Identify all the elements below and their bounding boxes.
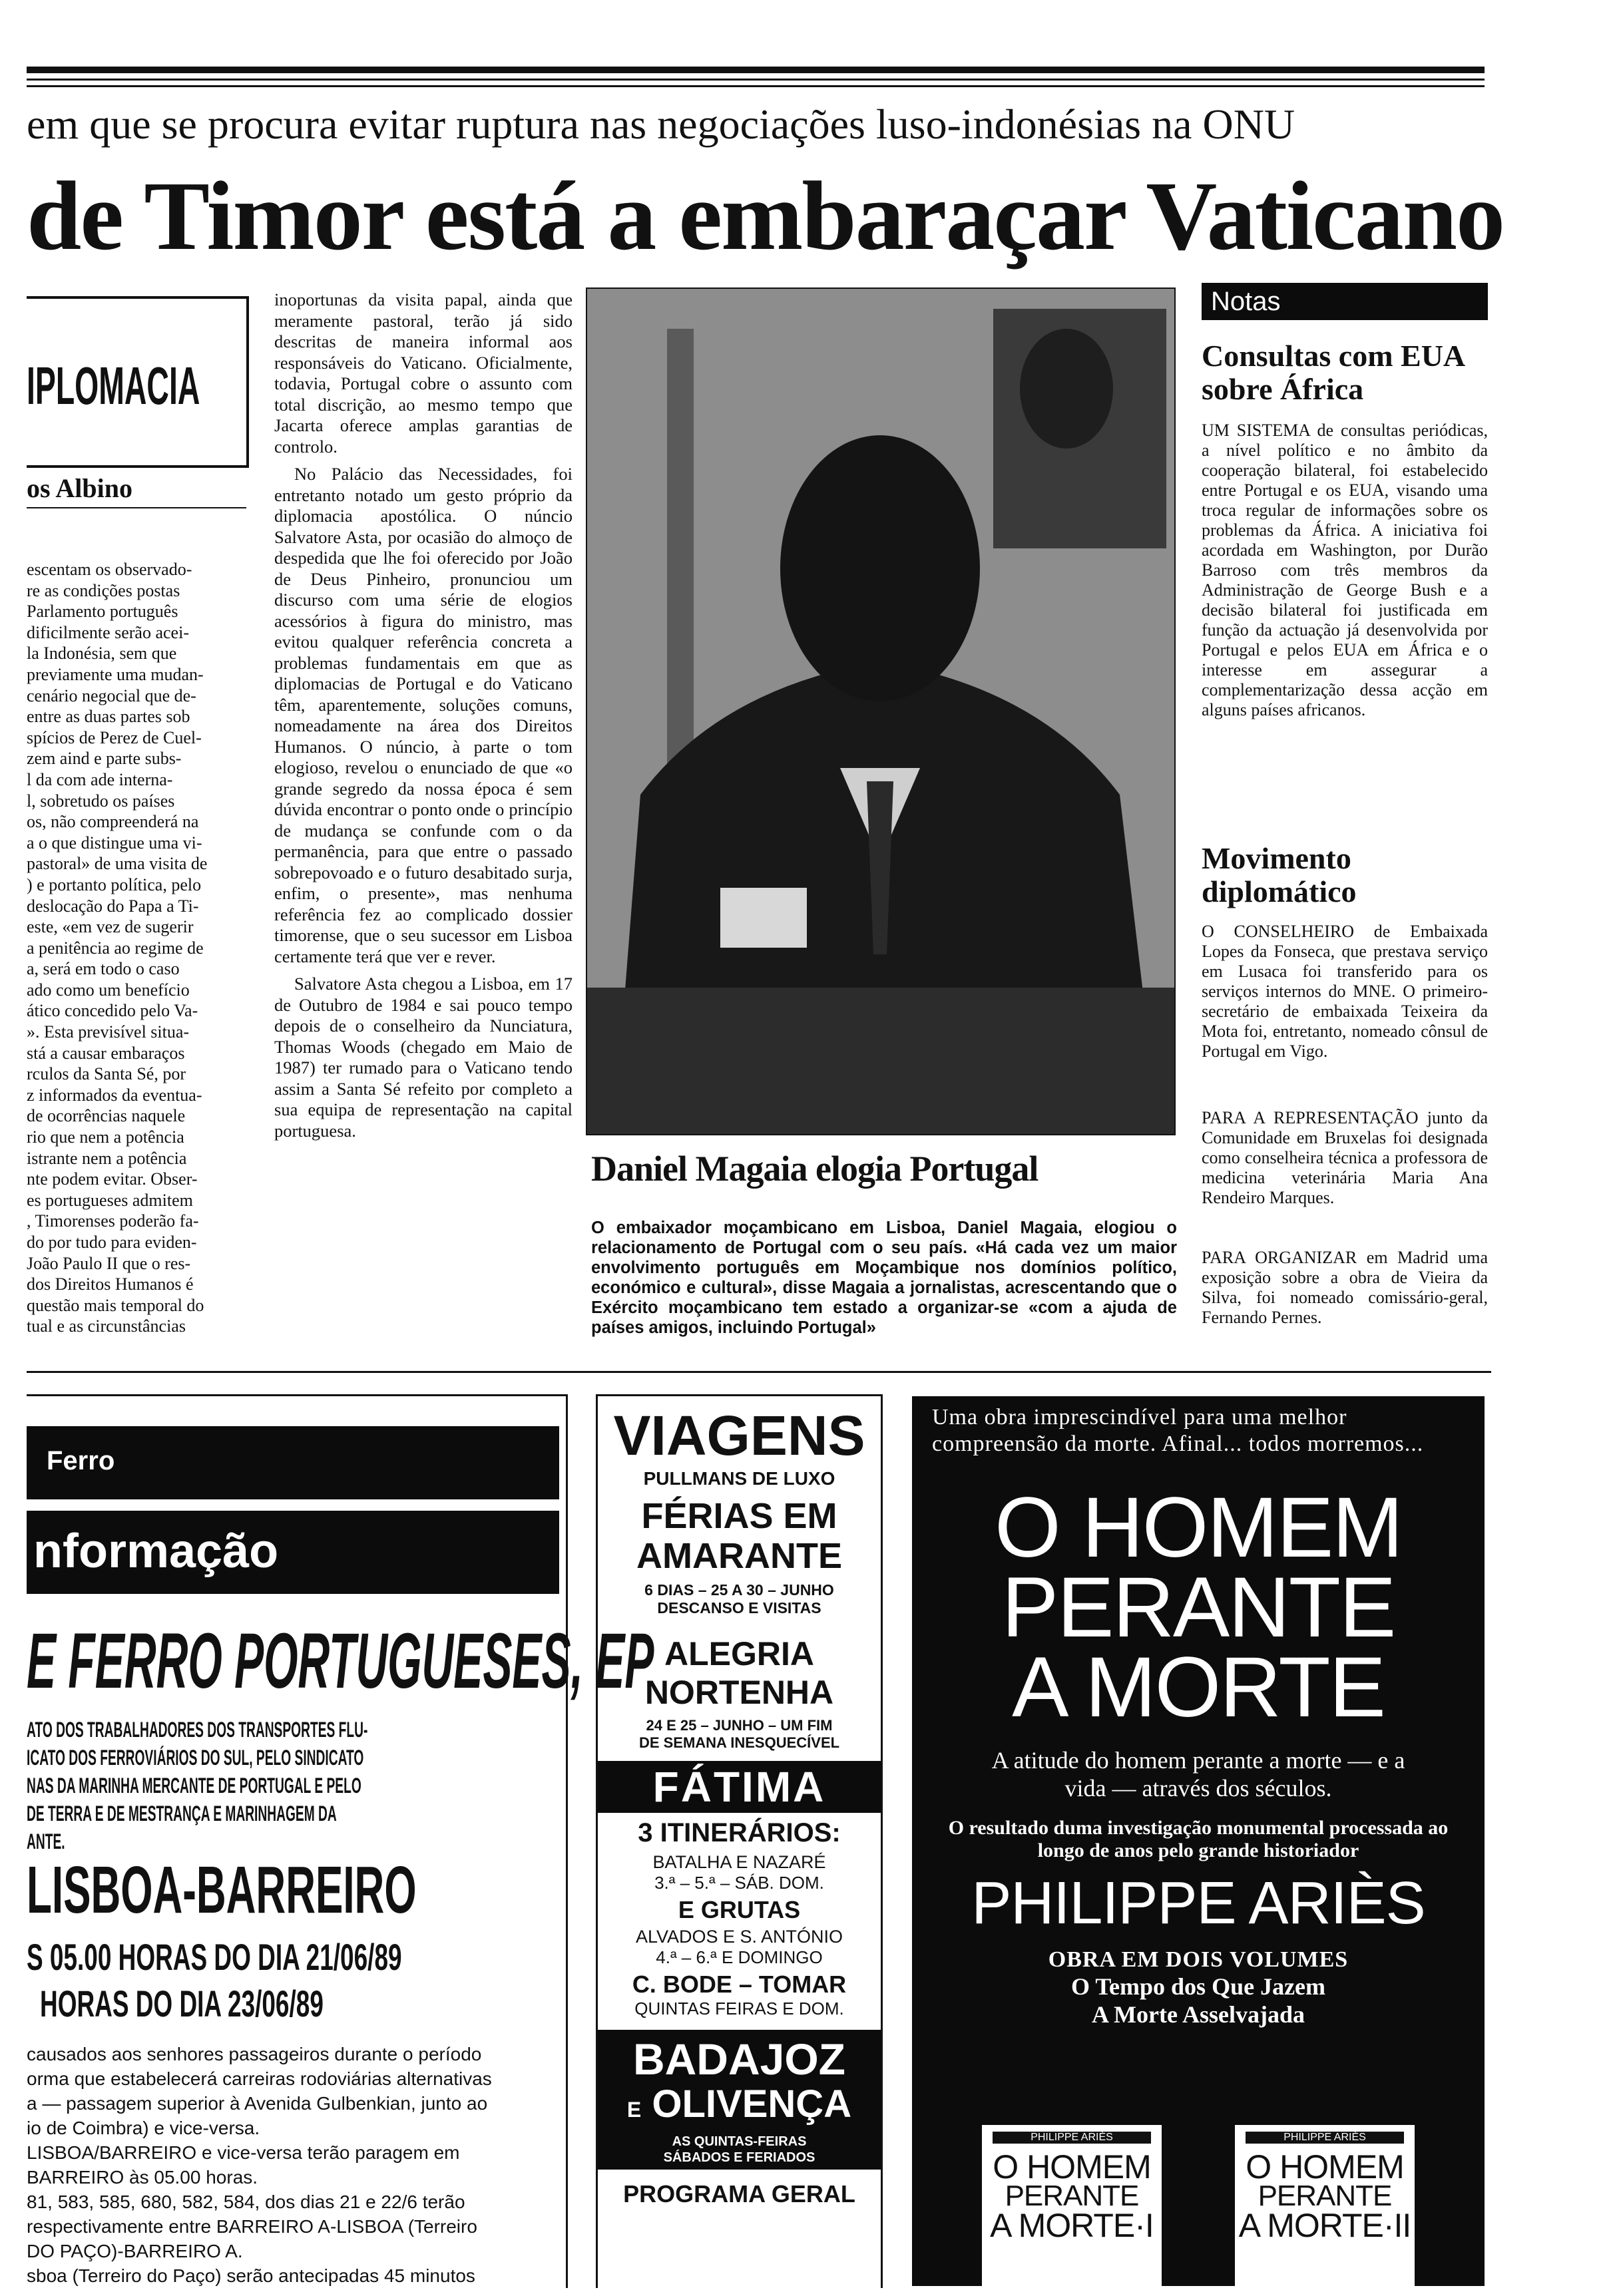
cover-1-title-2: PERANTE (1005, 2180, 1139, 2212)
alegria-desc: DE SEMANA INESQUECÍVEL (638, 1734, 840, 1751)
viagens-subtitle: PULLMANS DE LUXO (643, 1468, 835, 1489)
viagens-title: VIAGENS (613, 1404, 865, 1467)
top-rule-thick (27, 67, 1485, 73)
fatima-title: FÁTIMA (652, 1763, 826, 1811)
badajoz-box (598, 2030, 881, 2170)
notas-label-bar (1202, 283, 1488, 320)
ferro-bar-2-text: nformação (33, 1525, 279, 1578)
notas-heading-2: Movimento diplomático (1202, 841, 1357, 908)
book-volumes: OBRA EM DOIS VOLUMES (1048, 1947, 1349, 1972)
itin-3: ALVADOS E S. ANTÓNIO (635, 1927, 843, 1947)
ad-ferro (27, 1394, 654, 2288)
byline: os Albino (27, 473, 132, 503)
ferro-notice: causados aos senhores passageiros durante o período orma que estabelecerá carreiras rodoviárias alternativas a — passagem superior à Avenida Gulbenkian, junto ao io de Coimbra) e vice-versa. LISBOA/BARREIRO e vice-versa terão paragem em BARREIRO às 05.00 horas. 81, 583, 585, 680, 582, 584, dos dias 21 e 22/6 terão respectivamente entre BARREIRO A-LISBOA (Terreiro DO PAÇO)-BARREIRO A. sboa (Terreiro do Paço) serão antecipadas 45 minutos (27, 2044, 492, 2286)
olivenca-e: E (626, 2098, 642, 2122)
book-cover-1 (982, 2125, 1162, 2286)
notas-text-1: UM SISTEMA de consultas periódicas, a nível político e no âmbito da cooperação bilateral, foi estabelecido entre Portugal e os EUA, visando uma troca regular de informações sobre os problemas da África. A iniciativa foi acordada em Washington, por Durão Barroso com três membros da Administração de George Bush e a decisão bilateral foi justificada em função da actuação já desenvolvida por Portugal e pelos EUA em África e o interesse em assegurar a complementarização dessa acção em alguns países africanos. (1202, 421, 1488, 719)
book-title-2: PERANTE (1001, 1560, 1395, 1655)
book-vol-1: O Tempo dos Que Jazem (1070, 1973, 1326, 2000)
photo-caption: O embaixador moçambicano em Lisboa, Daniel Magaia, elogiou o relacionamento de Portugal com o seu país. «Há cada vez um maior envolvimento português em Moçambique nos domínios político, económico e cultural», disse Magaia a jornalistas, acrescentando que o Exército moçambicano tem estado a organizar-se «com a ajuda de países amigos, incluindo Portugal» (591, 1219, 1177, 1337)
itin-1-days: 3.ª – 5.ª – SÁB. DOM. (654, 1873, 824, 1893)
cover-1-title-3: A MORTE·I (990, 2207, 1154, 2244)
book-title-1: O HOMEM (995, 1480, 1402, 1575)
itin-4: C. BODE – TOMAR (632, 1971, 847, 1998)
cover-2-title-3: A MORTE·II (1238, 2207, 1411, 2244)
photo-story-title: Daniel Magaia elogia Portugal (591, 1149, 1039, 1189)
top-rule-thin-2 (27, 85, 1485, 87)
ferro-bar-1 (27, 1426, 559, 1499)
middle-article (274, 289, 573, 1364)
book-subtitle: A atitude do homem perante a morte — e a vida — através dos séculos. (991, 1747, 1405, 1802)
ferro-body: ATO DOS TRABALHADORES DOS TRANSPORTES FLU- ICATO DOS FERROVIÁRIOS DO SUL, PELO SINDICATO NAS DA MARINHA MERCANTE DE PORTUGAL E PELO DE TERRA E DE MESTRANÇA E MARINHAGEM DA ANTE. (27, 1718, 368, 1853)
cover-2-title-1: O HOMEM (1246, 2148, 1404, 2186)
itin-4-days: QUINTAS FEIRAS E DOM. (634, 1999, 844, 2018)
ferro-company: E FERRO PORTUGUESES, EP (27, 1617, 654, 1705)
fatima-bar (598, 1761, 881, 1813)
cover-2-title-2: PERANTE (1258, 2180, 1392, 2212)
cover-1-author: PHILIPPE ARIÈS (993, 2132, 1151, 2144)
cover-1-title-1: O HOMEM (993, 2148, 1151, 2186)
ad-viagens (596, 1394, 883, 2288)
ferias-dates: 6 DIAS – 25 A 30 – JUNHO (644, 1581, 834, 1599)
left-article-text: escentam os observado- re as condições postas Parlamento português dificilmente serão acei- la Indonésia, sem que previamente uma mudan- cenário negocial que de- entre as duas partes sob spícios de Perez de Cuel- zem aind e parte subs- l da com ade interna- l, sobretudo os países os, não compreenderá na a o que distingue uma vi- pastoral» de uma visita de ) e portanto política, pelo deslocação do Papa a Ti- este, «em vez de sugerir a penitência ao regime de a, será em todo o caso ado como um benefício ático concedido pelo Va- ». Esta previsível situa- stá a causar embaraços rculos da Santa Sé, por z informados da eventua- de ocorrências naquele rio que nem a potência istrante nem a potência nte podem evitar. Obser- es portugueses admitem , Timorenses poderão fa- do por tudo para eviden- João Paulo II que o res- dos Direitos Humanos é questão mais temporal do tual e as circunstâncias (27, 560, 208, 1336)
top-rule-thin (27, 79, 1485, 81)
book-vol-2: A Morte Asselvajada (1092, 2001, 1305, 2028)
photo-silhouette (587, 289, 1174, 1134)
mid-paragraph-2: No Palácio das Necessidades, foi entretanto notado um gesto próprio da diplomacia apostólica. O núncio Salvatore Asta, por ocasião do almoço de despedida que lhe foi oferecido por João de Deus Pinheiro, pronunciou um discurso com uma série de elogios acessórios à figura do ministro, mas evitou qualquer referência concreta a problemas fundamentais em que as diplomacias de Portugal e do Vaticano têm, aparentemente, soluções comuns, nomeadamente na área dos Direitos Humanos. O núncio, à parte o tom elogioso, revelou o enunciado de que «o grande segredo da nossa época é sem dúvida encontrar o ponto onde o princípio de mudança se confunde com o da permanência, para que entre o passado sobrepovoado e o futuro desabitado surja, enfim, o presente», mas nenhuma referência fez ao complicado dossier timorense, que o seu sucessor em Lisboa certamente terá que ver e rever. (274, 464, 573, 966)
notas-heading-1: Consultas com EUA sobre África (1202, 339, 1464, 406)
ferias-title: FÉRIAS EM AMARANTE (636, 1496, 842, 1576)
ferro-route: LISBOA-BARREIRO (27, 1853, 417, 1927)
kicker: em que se procura evitar ruptura nas negociações luso-indonésias na ONU (27, 100, 1295, 148)
book-cover-2 (1235, 2125, 1415, 2286)
itin-2: E GRUTAS (678, 1896, 801, 1923)
notas-text-2: O CONSELHEIRO de Embaixada Lopes da Fonseca, que prestava serviço em Lusaca foi transferido para os serviços internos do MNE. O primeiro-secretário de embaixada Teixeira da Mota foi, entretanto, nomeado cônsul de Portugal em Vigo. (1202, 922, 1488, 1061)
ferro-time-2: HORAS DO DIA 23/06/89 (40, 1983, 324, 2024)
ferias-desc: DESCANSO E VISITAS (657, 1599, 821, 1617)
cover-2-author: PHILIPPE ARIÈS (1246, 2132, 1404, 2144)
notas-text-3: PARA A REPRESENTAÇÃO junto da Comunidade em Bruxelas foi designada como conselheira técnica a professora de medicina veterinária Maria Ana Rendeiro Marques. (1202, 1108, 1488, 1207)
badajoz-title: BADAJOZ (632, 2034, 845, 2084)
notas-text-4: PARA ORGANIZAR em Madrid uma exposição sobre a obra de Vieira da Silva, foi nomeado comissário-geral, Fernando Pernes. (1202, 1248, 1488, 1327)
headline: de Timor está a embaraçar Vaticano (27, 162, 1504, 271)
programa-geral: PROGRAMA GERAL (623, 2180, 855, 2207)
ferro-bar-1-text: Ferro (47, 1446, 115, 1475)
book-tagline: Uma obra imprescindível para uma melhor compreensão da morte. Afinal... todos morremos... (932, 1405, 1424, 1456)
byline-rule (27, 507, 246, 508)
ferro-time-1: S 05.00 HORAS DO DIA 21/06/89 (27, 1936, 402, 1978)
itin-3-days: 4.ª – 6.ª E DOMINGO (656, 1947, 823, 1967)
alegria-dates: 24 E 25 – JUNHO – UM FIM (646, 1717, 833, 1734)
mid-paragraph-3: Salvatore Asta chegou a Lisboa, em 17 de Outubro de 1984 e sai pouco tempo depois de o conselheiro da Nunciatura, Thomas Woods (chegado em Maio de 1987) ter rumado para o Vaticano tendo assim a Santa Sé refeito por completo a sua equipa de representação na capital portuguesa. (274, 974, 573, 1141)
badajoz-desc: AS QUINTAS-FEIRAS SÁBADOS E FERIADOS (663, 2134, 815, 2165)
ad-book (912, 1396, 1485, 2286)
section-label: IPLOMACIA (27, 356, 200, 415)
section-box (27, 296, 249, 468)
book-result: O resultado duma investigação monumental processada ao longo de anos pelo grande historiador (948, 1817, 1449, 1861)
itinerarios: 3 ITINERÁRIOS: (638, 1818, 841, 1847)
olivenca-line (598, 2083, 881, 2131)
notas-label: Notas (1211, 287, 1281, 316)
news-photo (586, 287, 1176, 1135)
ferro-bar-2 (27, 1511, 559, 1594)
mid-paragraph-1: inoportunas da visita papal, ainda que meramente pastoral, terão já sido descritas de maneira informal aos responsáveis do Vaticano. Oficialmente, todavia, Portugal cobre o assunto com total discrição, ao mesmo tempo que Jacarta oferece amplas garantias de controlo. (274, 289, 573, 457)
alegria-title: ALEGRIA NORTENHA (644, 1635, 834, 1711)
itin-1: BATALHA E NAZARÉ (652, 1852, 826, 1872)
ads-top-rule (27, 1371, 1491, 1373)
olivenca-title: OLIVENÇA (652, 2082, 852, 2126)
book-author: PHILIPPE ARIÈS (971, 1870, 1425, 1937)
book-title-3: A MORTE (1012, 1640, 1385, 1735)
